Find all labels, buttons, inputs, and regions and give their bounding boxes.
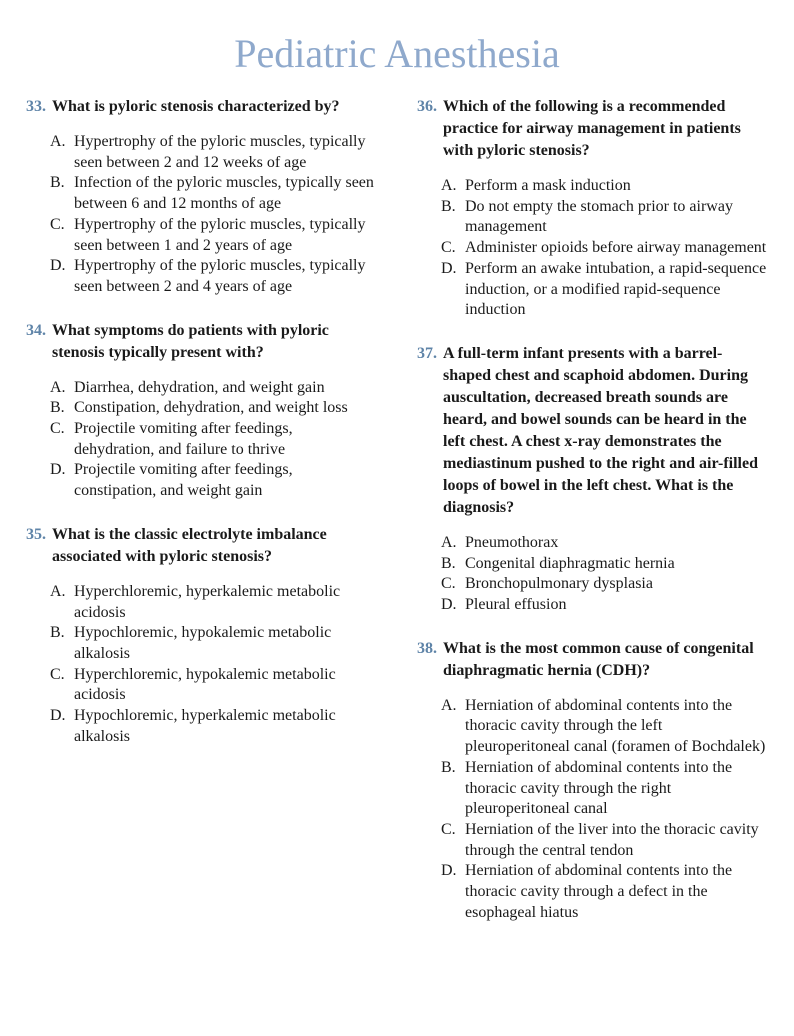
option-letter: D. <box>441 259 457 277</box>
option-text: Herniation of abdominal contents into the thoracic cavity through a defect in the esophageal hiatus <box>465 862 733 921</box>
answer-option <box>26 665 374 706</box>
answer-option <box>26 623 374 664</box>
answer-option <box>26 173 374 214</box>
answer-option <box>26 132 374 173</box>
option-letter: B. <box>50 624 65 642</box>
answer-options <box>26 582 374 748</box>
option-letter: D. <box>50 707 66 725</box>
option-letter: B. <box>441 554 456 572</box>
answer-options <box>417 696 767 924</box>
option-text: Hypertrophy of the pyloric muscles, typically seen between 2 and 4 years of age <box>74 257 366 295</box>
option-text: Pneumothorax <box>465 533 559 551</box>
answer-option <box>417 595 767 616</box>
answer-option <box>417 861 767 923</box>
question-36 <box>417 96 767 321</box>
option-text: Herniation of abdominal contents into the thoracic cavity through the left pleuroperitoneal canal (foramen of Bochdalek) <box>465 696 766 756</box>
option-letter: A. <box>441 177 457 194</box>
answer-options <box>417 176 767 321</box>
option-text: Hyperchloremic, hypokalemic metabolic acidosis <box>74 665 336 704</box>
option-letter: C. <box>441 239 456 257</box>
option-text: Projectile vomiting after feedings, constipation, and weight gain <box>74 461 293 500</box>
option-letter: C. <box>441 820 456 838</box>
option-text: Hypochloremic, hyperkalemic metabolic alkalosis <box>74 707 336 745</box>
answer-option <box>417 554 767 575</box>
answer-option <box>26 378 374 399</box>
option-letter: D. <box>441 596 457 614</box>
question-number: 35. <box>26 525 46 543</box>
option-text: Perform a mask induction <box>465 177 631 194</box>
option-text: Hypochloremic, hypokalemic metabolic alkalosis <box>74 624 332 662</box>
option-letter: B. <box>441 197 456 215</box>
question-number: 38. <box>417 639 437 657</box>
option-text: Perform an awake intubation, a rapid-sequence induction, or a modified rapid-sequence induction <box>465 259 767 319</box>
answer-option <box>417 176 767 197</box>
option-letter: B. <box>441 758 456 776</box>
option-text: Hypertrophy of the pyloric muscles, typically seen between 1 and 2 years of age <box>74 215 366 254</box>
answer-option <box>26 582 374 623</box>
answer-option <box>26 398 374 419</box>
option-text: Congenital diaphragmatic hernia <box>465 554 675 572</box>
option-text: Hypertrophy of the pyloric muscles, typically seen between 2 and 12 weeks of age <box>74 133 366 171</box>
answer-option <box>26 215 374 256</box>
question-number: 33. <box>26 98 46 115</box>
option-text: Pleural effusion <box>465 596 567 614</box>
option-text: Administer opioids before airway management <box>465 239 767 257</box>
option-text: Projectile vomiting after feedings, dehydration, and failure to thrive <box>74 420 293 458</box>
answer-option <box>417 197 767 238</box>
option-letter: B. <box>50 399 65 417</box>
question-text: What is the classic electrolyte imbalance associated with pyloric stenosis? <box>52 525 327 565</box>
answer-option <box>26 706 374 747</box>
option-text: Do not empty the stomach prior to airway management <box>465 197 733 236</box>
left-column <box>26 96 374 769</box>
option-letter: A. <box>50 582 66 600</box>
option-text: Infection of the pyloric muscles, typically seen between 6 and 12 months of age <box>74 174 374 213</box>
question-text: What symptoms do patients with pyloric stenosis typically present with? <box>52 321 329 361</box>
option-letter: D. <box>441 862 457 880</box>
answer-option <box>417 259 767 321</box>
answer-option <box>417 696 767 758</box>
question-35 <box>26 524 374 748</box>
option-letter: C. <box>50 215 65 233</box>
answer-option <box>417 238 767 259</box>
option-text: Bronchopulmonary dysplasia <box>465 575 653 593</box>
option-letter: D. <box>50 257 66 275</box>
question-text: What is the most common cause of congenital diaphragmatic hernia (CDH)? <box>443 639 754 679</box>
question-number: 36. <box>417 98 437 115</box>
question-34 <box>26 320 374 502</box>
right-column <box>417 96 767 945</box>
option-text: Herniation of abdominal contents into the thoracic cavity through the right pleuroperitoneal canal <box>465 758 733 818</box>
question-number: 37. <box>417 344 437 362</box>
answer-option <box>417 533 767 554</box>
option-text: Diarrhea, dehydration, and weight gain <box>74 378 325 396</box>
page-title: Pediatric Anesthesia <box>234 31 560 76</box>
option-text: Constipation, dehydration, and weight loss <box>74 399 348 417</box>
answer-option <box>417 758 767 820</box>
answer-option <box>26 460 374 501</box>
answer-option <box>26 419 374 460</box>
answer-options <box>417 533 767 616</box>
option-letter: C. <box>50 665 65 683</box>
question-text: What is pyloric stenosis characterized by? <box>52 98 340 115</box>
option-letter: D. <box>50 461 66 479</box>
answer-options <box>26 132 374 298</box>
option-letter: C. <box>50 420 65 438</box>
answer-options <box>26 378 374 502</box>
option-letter: C. <box>441 575 456 593</box>
answer-option <box>417 820 767 861</box>
option-text: Hyperchloremic, hyperkalemic metabolic acidosis <box>74 582 341 621</box>
option-text: Herniation of the liver into the thoracic cavity through the central tendon <box>465 820 759 859</box>
option-letter: A. <box>441 696 457 714</box>
option-letter: A. <box>441 533 457 551</box>
question-text: A full-term infant presents with a barrel-shaped chest and scaphoid abdomen. During auscultation, decreased breath sounds are heard, and bowel sounds can be heard in the left chest. A chest x-ray demonstrates the mediastinum pushed to the right and air-filled loops of bowel in the left chest. What is the diagnosis? <box>443 344 758 516</box>
question-text: Which of the following is a recommended practice for airway management in patients with pyloric stenosis? <box>443 98 741 159</box>
answer-option <box>417 574 767 595</box>
option-letter: A. <box>50 378 66 396</box>
answer-option <box>26 256 374 297</box>
question-38 <box>417 638 767 924</box>
option-letter: A. <box>50 133 66 150</box>
option-letter: B. <box>50 174 65 192</box>
question-33 <box>26 96 374 298</box>
question-37 <box>417 343 767 616</box>
question-number: 34. <box>26 321 46 339</box>
